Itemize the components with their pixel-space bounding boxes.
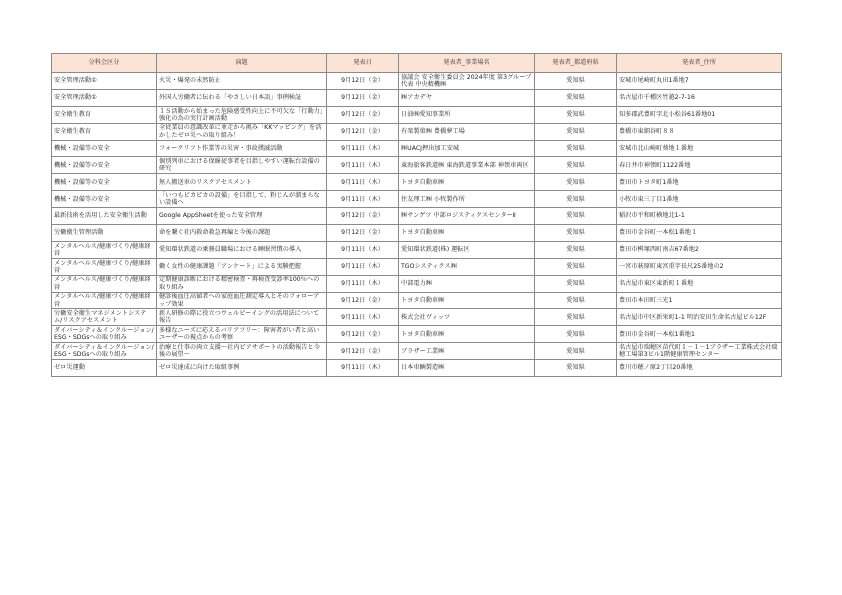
cell-address: 豊田市桝塚西町南吉67番地2	[617, 241, 782, 258]
table-row	[52, 326, 782, 343]
cell-category: 安全衛生教育	[52, 123, 157, 140]
table-row	[52, 360, 782, 377]
cell-workplace: 日本車輌製造㈱	[399, 360, 535, 377]
cell-category: 安全管理活動①	[52, 89, 157, 106]
cell-prefecture: 愛知県	[535, 73, 617, 90]
cell-title: フォークリフト作業等の災害・事故撲滅活動	[157, 140, 327, 157]
cell-date: 9月11日（木）	[327, 191, 399, 208]
cell-address: 稲沢市平和町横地北1-1	[617, 208, 782, 225]
cell-prefecture: 愛知県	[535, 89, 617, 106]
cell-prefecture: 愛知県	[535, 326, 617, 343]
header-title: 演題	[157, 54, 327, 73]
cell-workplace: 東海旅客鉄道㈱ 東海鉄道事業本部 神領車両区	[399, 157, 535, 174]
cell-title: 治療と仕事の両立支援～社内ピアサポートの活動報告と今後の展望～	[157, 343, 327, 360]
cell-category: 機械・設備等の安全	[52, 140, 157, 157]
cell-workplace: 協議会 安全衛生委員会 2024年度 第3グループ 代表 中央精機㈱	[399, 73, 535, 90]
cell-category: メンタルヘルス/健康づくり/健康経営	[52, 258, 157, 275]
cell-title: １Ｓ活動から始まった危険感受性向上に不可欠な「行動力」強化の為の実行計画活動	[157, 106, 327, 123]
cell-date: 9月11日（木）	[327, 241, 399, 258]
cell-title: 火災・爆発の未然防止	[157, 73, 327, 90]
cell-workplace: 住友理工㈱ 小牧製作所	[399, 191, 535, 208]
cell-title: 命を繋ぐ社内救命救急再編と今後の課題	[157, 225, 327, 242]
cell-date: 9月12日（金）	[327, 123, 399, 140]
cell-prefecture: 愛知県	[535, 343, 617, 360]
cell-date: 9月12日（金）	[327, 225, 399, 242]
cell-date: 9月12日（金）	[327, 343, 399, 360]
cell-category: 安全衛生教育	[52, 106, 157, 123]
header-workplace: 発表者_事業場名	[399, 54, 535, 73]
cell-address: 豊田市本田町三光1	[617, 292, 782, 309]
cell-address: 知多郡武豊町字北小松谷61番地01	[617, 106, 782, 123]
cell-prefecture: 愛知県	[535, 123, 617, 140]
table-row	[52, 292, 782, 309]
cell-address: 名古屋市千種区竹越2-7-16	[617, 89, 782, 106]
cell-address: 小牧市東三丁目1番地	[617, 191, 782, 208]
cell-title: 定期健康診断における精密検査・再検査受診率100％への取り組み	[157, 275, 327, 292]
table-body	[52, 73, 782, 377]
cell-workplace: ブラザー工業㈱	[399, 343, 535, 360]
cell-prefecture: 愛知県	[535, 191, 617, 208]
cell-title: 個別列車における保線従事者を目指しやすい運転台設備の研究	[157, 157, 327, 174]
cell-prefecture: 愛知県	[535, 106, 617, 123]
cell-date: 9月11日（木）	[327, 174, 399, 191]
cell-category: メンタルヘルス/健康づくり/健康経営	[52, 292, 157, 309]
cell-title: 多様なニーズに応えるバリアフリー：障害者がい者と高いユーザーの視点からの考察	[157, 326, 327, 343]
cell-workplace: 有楽製菓㈱ 豊橋夢工場	[399, 123, 535, 140]
cell-address: 豊田市トヨタ町1番地	[617, 174, 782, 191]
cell-workplace: 日油㈱愛知事業所	[399, 106, 535, 123]
cell-address: 一宮市萩原町東宮重字長尺25番地の2	[617, 258, 782, 275]
table-row	[52, 123, 782, 140]
cell-address: 名古屋市瑞穂区苗代町１－１－1ブラザー工業株式会社瑞穂工場第3ビル1階健康管理センター	[617, 343, 782, 360]
cell-date: 9月11日（木）	[327, 275, 399, 292]
cell-address: 豊田市金谷町一本松1番地1	[617, 326, 782, 343]
cell-category: 機械・設備等の安全	[52, 157, 157, 174]
cell-date: 9月12日（金）	[327, 208, 399, 225]
table-header-row	[52, 54, 782, 73]
cell-title: 「いつもピカピカの設備」を目指して、粉じんが溜まらない設備へ	[157, 191, 327, 208]
table-row	[52, 89, 782, 106]
cell-date: 9月11日（木）	[327, 309, 399, 326]
cell-category: メンタルヘルス/健康づくり/健康経営	[52, 241, 157, 258]
cell-prefecture: 愛知県	[535, 258, 617, 275]
cell-date: 9月11日（木）	[327, 140, 399, 157]
cell-address: 名古屋市東区東新町１番地	[617, 275, 782, 292]
table-row	[52, 73, 782, 90]
cell-address: 豊田市金谷町一本松1番地１	[617, 225, 782, 242]
table-row	[52, 174, 782, 191]
cell-prefecture: 愛知県	[535, 174, 617, 191]
cell-category: 安全管理活動①	[52, 73, 157, 90]
cell-title: 働く女性の健康課題「アンケート」による実験把握	[157, 258, 327, 275]
table-row	[52, 140, 782, 157]
cell-title: 健診後血圧高値者への家庭血圧測定導入とそのフォローアップ効果	[157, 292, 327, 309]
cell-category: メンタルヘルス/健康づくり/健康経営	[52, 275, 157, 292]
cell-category: 機械・設備等の安全	[52, 191, 157, 208]
cell-date: 9月11日（木）	[327, 157, 399, 174]
table-row	[52, 225, 782, 242]
cell-date: 9月11日（木）	[327, 360, 399, 377]
cell-title: 無人搬送車のリスクアセスメント	[157, 174, 327, 191]
cell-address: 名古屋市中区新栄町1-1 明治安田生命名古屋ビル12F	[617, 309, 782, 326]
table-row	[52, 157, 782, 174]
cell-workplace: ㈱UACJ押出加工安城	[399, 140, 535, 157]
table-row	[52, 343, 782, 360]
cell-workplace: トヨタ自動車㈱	[399, 225, 535, 242]
cell-category: ゼロ災運動	[52, 360, 157, 377]
cell-title: Google AppSheetを使った安全管理	[157, 208, 327, 225]
cell-date: 9月11日（木）	[327, 258, 399, 275]
cell-address: 豊川市穂ノ原2丁目20番地	[617, 360, 782, 377]
cell-category: 最新技術を活用した安全衛生活動	[52, 208, 157, 225]
header-date: 発表日	[327, 54, 399, 73]
table-row	[52, 208, 782, 225]
table-row	[52, 106, 782, 123]
cell-category: ダイバーシティ＆インクルージョン/ESG・SDGsへの取り組み	[52, 343, 157, 360]
cell-workplace: 愛知環状鉄道(株) 運転区	[399, 241, 535, 258]
table-row	[52, 258, 782, 275]
cell-workplace: 中部電力㈱	[399, 275, 535, 292]
cell-category: ダイバーシティ＆インクルージョン/ESG・SDGsへの取り組み	[52, 326, 157, 343]
cell-address: 安城市尾崎町丸田1番地7	[617, 73, 782, 90]
cell-address: 安城市北山崎町葵地１番地	[617, 140, 782, 157]
cell-prefecture: 愛知県	[535, 208, 617, 225]
header-address: 発表者_住所	[617, 54, 782, 73]
cell-category: 労働衛生管理活動	[52, 225, 157, 242]
cell-title: 新人研修の際に役立つウェルビーイングの活用法について報告	[157, 309, 327, 326]
cell-prefecture: 愛知県	[535, 292, 617, 309]
cell-category: 労働安全衛生マネジメントシステム/リスクアセスメント	[52, 309, 157, 326]
cell-prefecture: 愛知県	[535, 241, 617, 258]
cell-workplace: トヨタ自動車㈱	[399, 326, 535, 343]
cell-title: 全従業員の意識改革に並走から挑み「KKマッピング」を活かしたゼロ災への取り組み！	[157, 123, 327, 140]
table-row	[52, 241, 782, 258]
cell-title: ゼロ災達成に向けた取組事例	[157, 360, 327, 377]
cell-date: 9月12日（金）	[327, 73, 399, 90]
cell-prefecture: 愛知県	[535, 225, 617, 242]
cell-workplace: ㈱サンゲツ 中部ロジスティクスセンターⅡ	[399, 208, 535, 225]
cell-category: 機械・設備等の安全	[52, 174, 157, 191]
header-category: 分科会区分	[52, 54, 157, 73]
cell-prefecture: 愛知県	[535, 360, 617, 377]
table-row	[52, 191, 782, 208]
table-row	[52, 309, 782, 326]
cell-workplace: ㈱アカデヤ	[399, 89, 535, 106]
cell-workplace: 株式会社ヴィッツ	[399, 309, 535, 326]
cell-date: 9月12日（金）	[327, 292, 399, 309]
cell-workplace: トヨタ自動車㈱	[399, 174, 535, 191]
cell-workplace: TGOシスティクス㈱	[399, 258, 535, 275]
header-prefecture: 発表者_都道府県	[535, 54, 617, 73]
presentation-schedule-table	[51, 53, 782, 377]
cell-address: 春日井市神領町1122番地	[617, 157, 782, 174]
cell-date: 9月12日（金）	[327, 326, 399, 343]
cell-address: 豊橋市東細谷町８８	[617, 123, 782, 140]
cell-prefecture: 愛知県	[535, 309, 617, 326]
cell-title: 外国人労働者に伝わる「やさしい日本語」事例検証	[157, 89, 327, 106]
cell-prefecture: 愛知県	[535, 275, 617, 292]
cell-workplace: トヨタ自動車㈱	[399, 292, 535, 309]
table-row	[52, 275, 782, 292]
cell-prefecture: 愛知県	[535, 157, 617, 174]
cell-title: 愛知環状鉄道の乗務員職場における睡眠習慣の導入	[157, 241, 327, 258]
cell-date: 9月12日（金）	[327, 106, 399, 123]
cell-prefecture: 愛知県	[535, 140, 617, 157]
cell-date: 9月12日（金）	[327, 89, 399, 106]
